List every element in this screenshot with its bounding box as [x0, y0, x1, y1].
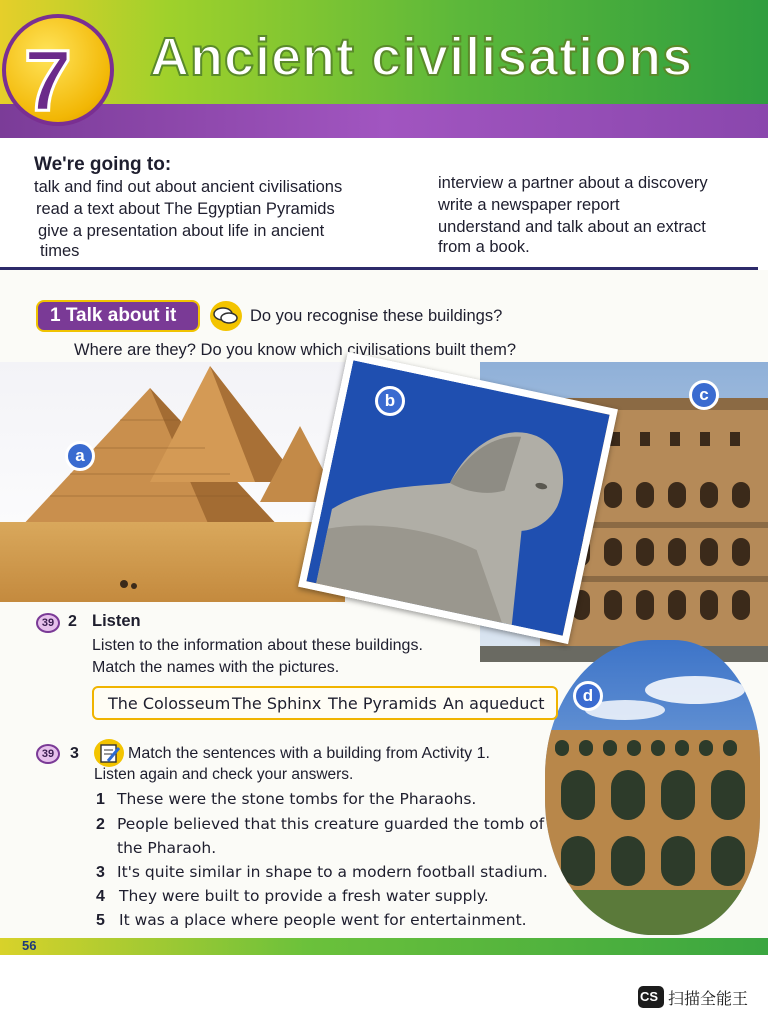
goal-item: talk and find out about ancient civilisations	[34, 178, 343, 196]
activity-2-number: 2	[68, 613, 77, 630]
goal-item: understand and talk about an extract	[438, 218, 706, 236]
activity-1-question-1: Do you recognise these buildings?	[250, 307, 503, 325]
activity-3-instruction-1: Match the sentences with a building from Activity 1.	[128, 745, 490, 762]
activity-1-tab-label: Talk about it	[65, 305, 177, 326]
goal-item: times	[40, 242, 80, 260]
sentence-text: It's quite similar in shape to a modern football stadium.	[117, 863, 548, 881]
unit-number: 7	[24, 33, 72, 129]
sentence-text: These were the stone tombs for the Pharaohs.	[117, 790, 477, 808]
picture-label-b: b	[375, 386, 405, 416]
goal-item: write a newspaper report	[438, 196, 620, 214]
picture-label-a: a	[65, 441, 95, 471]
word-box-item: The Colosseum	[108, 694, 231, 713]
watermark-text: 扫描全能王	[668, 989, 749, 1008]
goals-divider	[0, 267, 758, 270]
goals-box	[0, 138, 768, 270]
watermark-logo-text: CS	[640, 989, 659, 1004]
unit-number-badge	[2, 14, 114, 129]
sentence-text: the Pharaoh.	[117, 839, 217, 857]
pyramids-photo	[0, 362, 345, 602]
picture-label-d: d	[573, 681, 603, 711]
activity-3-number: 3	[70, 745, 79, 762]
word-box	[92, 686, 558, 720]
word-box-item: The Sphinx	[232, 694, 322, 713]
sentence-number: 1	[96, 791, 105, 808]
goal-item: give a presentation about life in ancient	[38, 222, 325, 240]
page-number: 56	[22, 938, 37, 953]
sentence-number: 4	[96, 888, 105, 905]
sentence-number: 3	[96, 864, 105, 881]
pencil-icon	[94, 739, 124, 767]
camscanner-logo-icon	[638, 986, 664, 1008]
sentence-text: People believed that this creature guarded the tomb of	[117, 815, 545, 833]
activity-1-tab	[36, 300, 200, 332]
activity-2-instruction-2: Match the names with the pictures.	[92, 659, 340, 676]
word-box-item: An aqueduct	[443, 694, 545, 713]
activity-1-question-2: Where are they? Do you know which civilisations built them?	[74, 341, 517, 359]
audio-track-badge: 39	[36, 744, 60, 764]
audio-track-badge: 39	[36, 613, 60, 633]
goals-heading: We're going to:	[34, 154, 172, 175]
sentence-number: 5	[96, 912, 105, 929]
goal-item: read a text about The Egyptian Pyramids	[36, 200, 335, 218]
sentence-text: They were built to provide a fresh water supply.	[119, 887, 489, 905]
picture-label-c: c	[689, 380, 719, 410]
footer-strip	[0, 938, 768, 955]
activity-2-instruction-1: Listen to the information about these buildings.	[92, 637, 423, 654]
unit-title: Ancient civilisations	[150, 27, 694, 87]
word-box-item: The Pyramids	[328, 694, 437, 713]
sentence-text: It was a place where people went for entertainment.	[119, 911, 527, 929]
goal-item: from a book.	[438, 238, 530, 256]
unit-header-purple-strip	[0, 104, 768, 138]
goal-item: interview a partner about a discovery	[438, 174, 708, 192]
speech-bubble-icon	[210, 301, 242, 331]
activity-3-instruction-2: Listen again and check your answers.	[94, 766, 354, 783]
activity-1-number: 1	[50, 305, 61, 326]
activity-2-title: Listen	[92, 612, 141, 630]
sentence-number: 2	[96, 816, 105, 833]
